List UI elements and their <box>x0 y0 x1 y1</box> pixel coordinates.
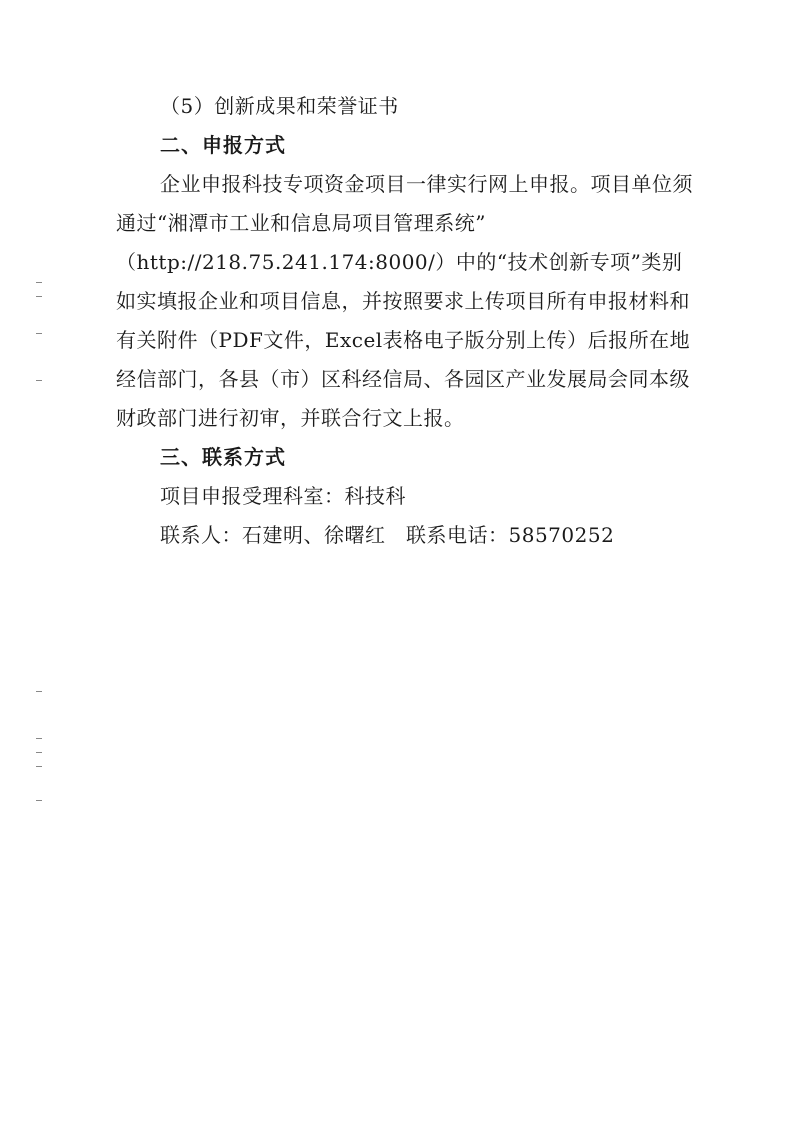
margin-mark <box>36 380 42 381</box>
margin-mark <box>36 282 42 283</box>
office-line: 项目申报受理科室：科技科 <box>160 484 406 508</box>
margin-mark <box>36 333 42 334</box>
section-2-line-3: （http://218.75.241.174:8000/）中的“技术创新专项”类别 <box>116 250 683 274</box>
section-2-line-7: 财政部门进行初审，并联合行文上报。 <box>116 406 465 430</box>
section-2-line-5: 有关附件（PDF文件，Excel表格电子版分别上传）后报所在地 <box>116 328 691 352</box>
section-2-line-4: 如实填报企业和项目信息，并按照要求上传项目所有申报材料和 <box>116 289 690 313</box>
section-3-heading: 三、联系方式 <box>160 445 286 469</box>
section-2-line-1: 企业申报科技专项资金项目一律实行网上申报。项目单位须 <box>160 172 693 196</box>
margin-mark <box>36 800 42 801</box>
item-5-innovation-certificates: （5）创新成果和荣誉证书 <box>160 94 399 118</box>
section-2-heading: 二、申报方式 <box>160 133 286 157</box>
margin-mark <box>36 691 42 692</box>
section-2-line-2: 通过“湘潭市工业和信息局项目管理系统” <box>116 211 486 235</box>
margin-mark <box>36 752 42 753</box>
margin-mark <box>36 296 42 297</box>
margin-mark <box>36 766 42 767</box>
section-2-line-6: 经信部门，各县（市）区科经信局、各园区产业发展局会同本级 <box>116 367 690 391</box>
margin-mark <box>36 738 42 739</box>
contact-line: 联系人：石建明、徐曙红 联系电话：58570252 <box>160 523 615 547</box>
